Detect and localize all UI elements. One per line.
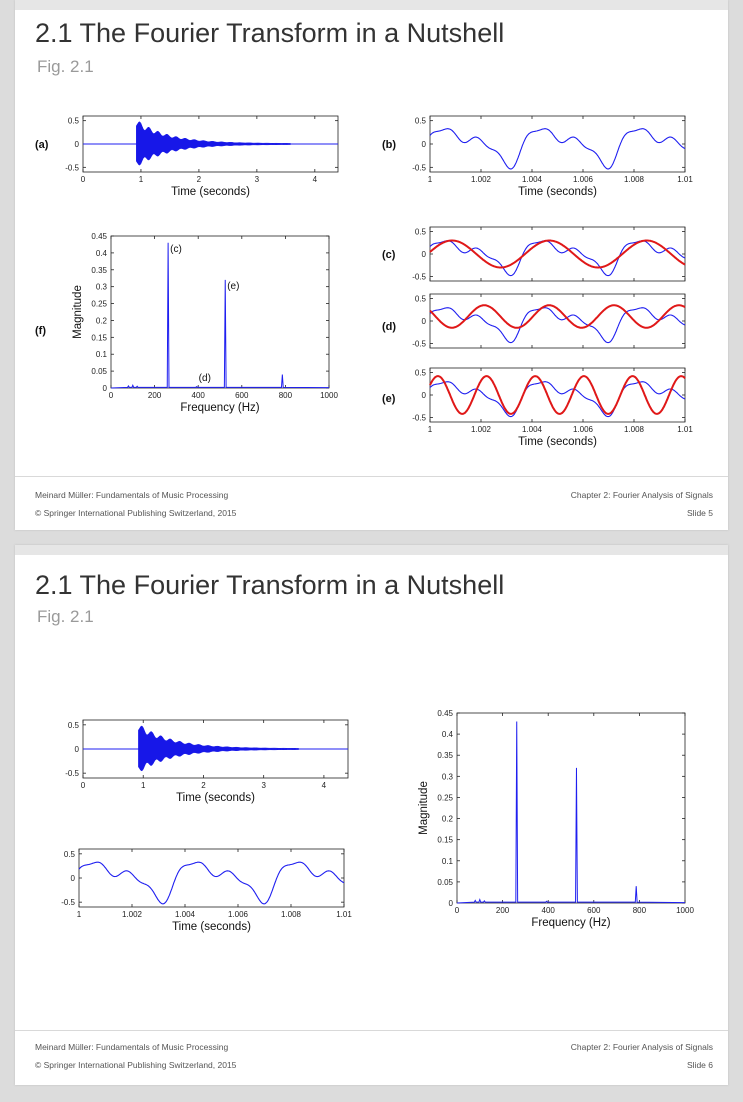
footer-author: Meinard Müller: Fundamentals of Music Processing <box>35 1042 229 1052</box>
x-tick-label: 3 <box>261 781 266 790</box>
spectrum-line <box>111 243 329 388</box>
footer-chapter: Chapter 2: Fourier Analysis of Signals <box>570 1042 713 1052</box>
y-tick-label: 0.3 <box>441 772 453 782</box>
x-tick-label: 1.01 <box>336 910 352 919</box>
x-tick-label: 800 <box>278 391 293 400</box>
x-axis-label: Frequency (Hz) <box>531 917 611 929</box>
slide-title: 2.1 The Fourier Transform in a Nutshell <box>35 570 505 600</box>
waveform-signal <box>138 726 298 771</box>
x-tick-label: 1.008 <box>280 910 302 919</box>
x-tick-label: 0 <box>454 906 460 915</box>
y-tick-label: 0.05 <box>437 877 453 887</box>
panel-label-e: (e) <box>382 393 396 405</box>
x-tick-label: 1 <box>76 910 82 919</box>
x-tick-label: 1.01 <box>677 425 693 434</box>
x-tick-label: 1 <box>141 781 146 790</box>
y-tick-label: 0 <box>102 384 107 393</box>
y-tick-label: 0.2 <box>95 316 107 326</box>
footer-separator <box>15 1030 728 1031</box>
x-tick-label: 400 <box>191 391 205 400</box>
y-tick-label: 0.5 <box>414 227 426 237</box>
plot-frame <box>111 236 329 388</box>
y-axis-label: Magnitude <box>418 781 430 835</box>
y-tick-label: 0 <box>421 317 426 326</box>
y-tick-label: 0.5 <box>414 116 426 126</box>
x-tick-label: 1.002 <box>121 910 143 919</box>
x-axis-label: Time (seconds) <box>172 921 251 933</box>
fit-signal <box>430 308 685 343</box>
y-tick-label: 0.15 <box>91 333 107 343</box>
x-tick-label: 4 <box>312 175 318 184</box>
x-axis-label: Time (seconds) <box>518 436 597 448</box>
y-tick-label: -0.5 <box>65 769 79 779</box>
x-tick-label: 200 <box>495 906 510 915</box>
panel-e-fit <box>412 368 693 448</box>
y-tick-label: -0.5 <box>412 163 426 173</box>
x-tick-label: 400 <box>541 906 555 915</box>
footer-chapter: Chapter 2: Fourier Analysis of Signals <box>570 490 713 500</box>
x-tick-label: 1.004 <box>521 175 543 184</box>
x-tick-label: 1 <box>427 425 433 434</box>
y-tick-label: 0.1 <box>95 350 107 360</box>
fit-signal <box>430 241 685 276</box>
x-tick-label: 200 <box>147 391 162 400</box>
panel-c-fit <box>412 227 685 282</box>
slide-subtitle: Fig. 2.1 <box>37 57 94 76</box>
x-tick-label: 0 <box>80 781 86 790</box>
x-axis-label: Time (seconds) <box>171 186 250 198</box>
x-tick-label: 0 <box>80 175 86 184</box>
y-axis-label: Magnitude <box>72 285 84 339</box>
x-tick-label: 3 <box>254 175 260 184</box>
slide-6 <box>15 545 728 1085</box>
x-tick-label: 1 <box>427 175 433 184</box>
panel-a-waveform <box>65 116 338 198</box>
footer-separator <box>15 476 728 477</box>
y-tick-label: 0.5 <box>67 116 79 126</box>
y-tick-label: 0 <box>74 140 79 149</box>
y-tick-label: 0 <box>74 745 79 754</box>
spectrum-plot <box>418 709 694 929</box>
x-tick-label: 2 <box>201 781 206 790</box>
y-tick-label: 0.5 <box>67 720 79 730</box>
waveform-plot <box>65 720 348 804</box>
footer-slide-number: Slide 5 <box>687 508 713 518</box>
figure-2-1-reduced <box>15 545 728 1015</box>
fit-sinusoid <box>430 376 685 414</box>
slide-subtitle: Fig. 2.1 <box>37 607 94 626</box>
y-tick-label: -0.5 <box>61 898 75 908</box>
spectrum-line <box>457 721 685 903</box>
y-tick-label: 0.35 <box>91 265 107 275</box>
x-tick-label: 1000 <box>676 906 694 915</box>
y-tick-label: 0.3 <box>95 282 107 292</box>
zoom-signal <box>79 862 344 904</box>
plot-frame <box>79 849 344 907</box>
x-tick-label: 1000 <box>320 391 338 400</box>
x-tick-label: 1.008 <box>623 425 645 434</box>
panel-b-zoom <box>412 116 693 198</box>
figure-2-1 <box>15 0 728 470</box>
y-tick-label: 0.35 <box>437 751 453 761</box>
footer-copyright: © Springer International Publishing Switzerland, 2015 <box>35 508 237 518</box>
x-tick-label: 1.006 <box>227 910 249 919</box>
plot-frame <box>430 116 685 172</box>
y-tick-label: 0.5 <box>414 368 426 378</box>
y-tick-label: -0.5 <box>412 272 426 282</box>
x-tick-label: 4 <box>321 781 327 790</box>
zoom-signal <box>430 129 685 169</box>
y-tick-label: 0.45 <box>437 709 453 718</box>
x-tick-label: 1.002 <box>470 175 492 184</box>
footer-slide-number: Slide 6 <box>687 1060 713 1070</box>
x-tick-label: 1.004 <box>174 910 196 919</box>
y-tick-label: 0 <box>421 391 426 400</box>
panel-d-fit <box>412 294 685 349</box>
y-tick-label: 0.4 <box>95 248 107 258</box>
x-axis-label: Frequency (Hz) <box>180 402 260 414</box>
x-tick-label: 1.004 <box>521 425 543 434</box>
y-tick-label: 0 <box>448 899 453 908</box>
panel-label-b: (b) <box>382 139 397 151</box>
zoom-plot <box>61 849 352 933</box>
slide-5 <box>15 0 728 530</box>
plot-frame <box>430 294 685 348</box>
y-tick-label: 0.4 <box>441 730 453 740</box>
x-tick-label: 1.008 <box>623 175 645 184</box>
x-axis-label: Time (seconds) <box>518 186 597 198</box>
panel-f-spectrum <box>72 232 338 414</box>
y-tick-label: -0.5 <box>412 413 426 423</box>
y-tick-label: 0.5 <box>63 849 75 859</box>
panel-label-f: (f) <box>35 325 46 337</box>
y-tick-label: 0.15 <box>437 835 453 845</box>
peak-annotation: (e) <box>227 280 240 292</box>
y-tick-label: 0 <box>421 140 426 149</box>
plot-frame <box>430 227 685 281</box>
y-tick-label: -0.5 <box>65 163 79 173</box>
panel-label-c: (c) <box>382 249 396 261</box>
panel-label-d: (d) <box>382 321 397 333</box>
y-tick-label: -0.5 <box>412 339 426 349</box>
y-tick-label: 0.5 <box>414 294 426 304</box>
y-tick-label: 0.45 <box>91 232 107 241</box>
y-tick-label: 0.1 <box>441 856 453 866</box>
peak-annotation: (d) <box>198 373 211 385</box>
y-tick-label: 0.05 <box>91 367 107 377</box>
y-tick-label: 0 <box>70 874 75 883</box>
x-tick-label: 2 <box>196 175 202 184</box>
x-tick-label: 800 <box>632 906 647 915</box>
x-tick-label: 1.006 <box>572 175 594 184</box>
fit-sinusoid <box>430 241 685 268</box>
waveform-signal <box>136 122 290 165</box>
x-tick-label: 600 <box>587 906 601 915</box>
y-tick-label: 0.2 <box>441 814 453 824</box>
slide-title: 2.1 The Fourier Transform in a Nutshell <box>35 18 505 48</box>
x-tick-label: 1 <box>138 175 144 184</box>
x-tick-label: 1.002 <box>470 425 492 434</box>
x-tick-label: 1.006 <box>572 425 594 434</box>
y-tick-label: 0 <box>421 250 426 259</box>
footer-author: Meinard Müller: Fundamentals of Music Processing <box>35 490 229 500</box>
plot-frame <box>457 713 685 903</box>
peak-annotation: (c) <box>170 243 182 255</box>
x-tick-label: 0 <box>108 391 114 400</box>
y-tick-label: 0.25 <box>437 793 453 803</box>
footer-copyright: © Springer International Publishing Switzerland, 2015 <box>35 1060 237 1070</box>
x-tick-label: 1.01 <box>677 175 693 184</box>
panel-label-a: (a) <box>35 139 49 151</box>
x-tick-label: 600 <box>235 391 249 400</box>
x-axis-label: Time (seconds) <box>176 792 255 804</box>
y-tick-label: 0.25 <box>91 299 107 309</box>
